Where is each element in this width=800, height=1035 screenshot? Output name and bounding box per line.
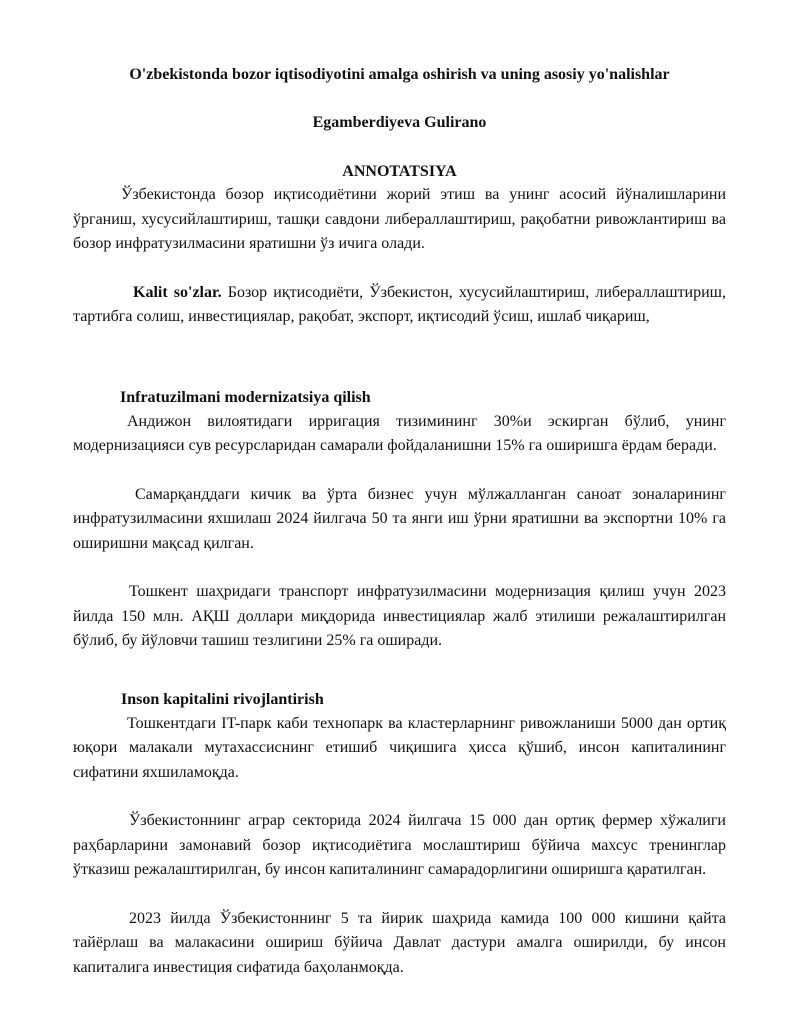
section-paragraph: 2023 йилда Ўзбекистоннинг 5 та йирик шаҳрида камида 100 000 кишини қайта тайёрлаш ва малакасини ошириш бўйича Давлат дастури амалга оширилди, бу инсон капиталига инвестиция сифатида баҳоланмоқда. [73,909,726,976]
annotation-paragraph: Ўзбекистонда бозор иқтисодиётини жорий этиш ва унинг асосий йўналишларини ўрганиш, хусусийлаштириш, ташқи савдони либераллаштириш, рақобатни ривожлантириш ва бозор инфратузилмасини яратишни ўз ичига олади. [73,186,726,252]
section-paragraph: Тошкентдаги IT-парк каби технопарк ва кластерларнинг ривожланиши 5000 дан ортиқ юқори малакали мутахассиснинг етишиб чиқишига ҳисса қўшиб, инсон капиталининг сифатини яхшиламоқда. [73,714,726,781]
document-title: O'zbekistonda bozor iqtisodiyotini amalga oshirish va uning asosiy yo'nalishlar [129,66,670,83]
section-heading-human-capital: Inson kapitalini rivojlantirish [121,690,324,708]
section-heading-infrastructure: Infratuzilmani modernizatsiya qilish [120,388,371,406]
keywords-label: Kalit so'zlar. [133,283,222,301]
section-paragraph: Андижон вилоятидаги ирригация тизимининг 30%и эскирган бўлиб, унинг модернизацияси сув ресурсларидан самарали фойдаланишни 15% га оширишга ёрдам беради. [73,412,726,454]
section-paragraph: Самарқанддаги кичик ва ўрта бизнес учун мўлжалланган саноат зоналарининг инфратузилмасини яхшилаш 2024 йилгача 50 та янги иш ўрни яратишни ва экспортни 10% га оширишни мақсад қилган. [73,485,726,552]
annotation-heading: ANNOTATSIYA [342,163,457,180]
author-name: Egamberdiyeva Gulirano [312,114,487,131]
keywords-paragraph [73,281,726,330]
section-paragraph: Ўзбекистоннинг аграр секторида 2024 йилгача 15 000 дан ортиқ фермер хўжалиги раҳбарларини замонавий бозор иқтисодиётига мослаштириш бўйича махсус тренинглар ўтказиш режалаштирилган, бу инсон капиталининг самарадорлигини оширишга қаратилган. [73,812,726,878]
section-paragraph: Тошкент шаҳридаги транспорт инфратузилмасини модернизация қилиш учун 2023 йилда 150 млн. АҚШ доллари миқдорида инвестициялар жалб этилиши режалаштирилган бўлиб, бу йўловчи ташиш тезлигини 25% га оширади. [73,583,726,649]
keywords-text: Бозор иқтисодиёти, Ўзбекистон, хусусийлаштириш, либераллаштириш, тартибга солиш, инвестициялар, рақобат, экспорт, иқтисодий ўсиш, ишлаб чиқариш, [73,283,727,325]
